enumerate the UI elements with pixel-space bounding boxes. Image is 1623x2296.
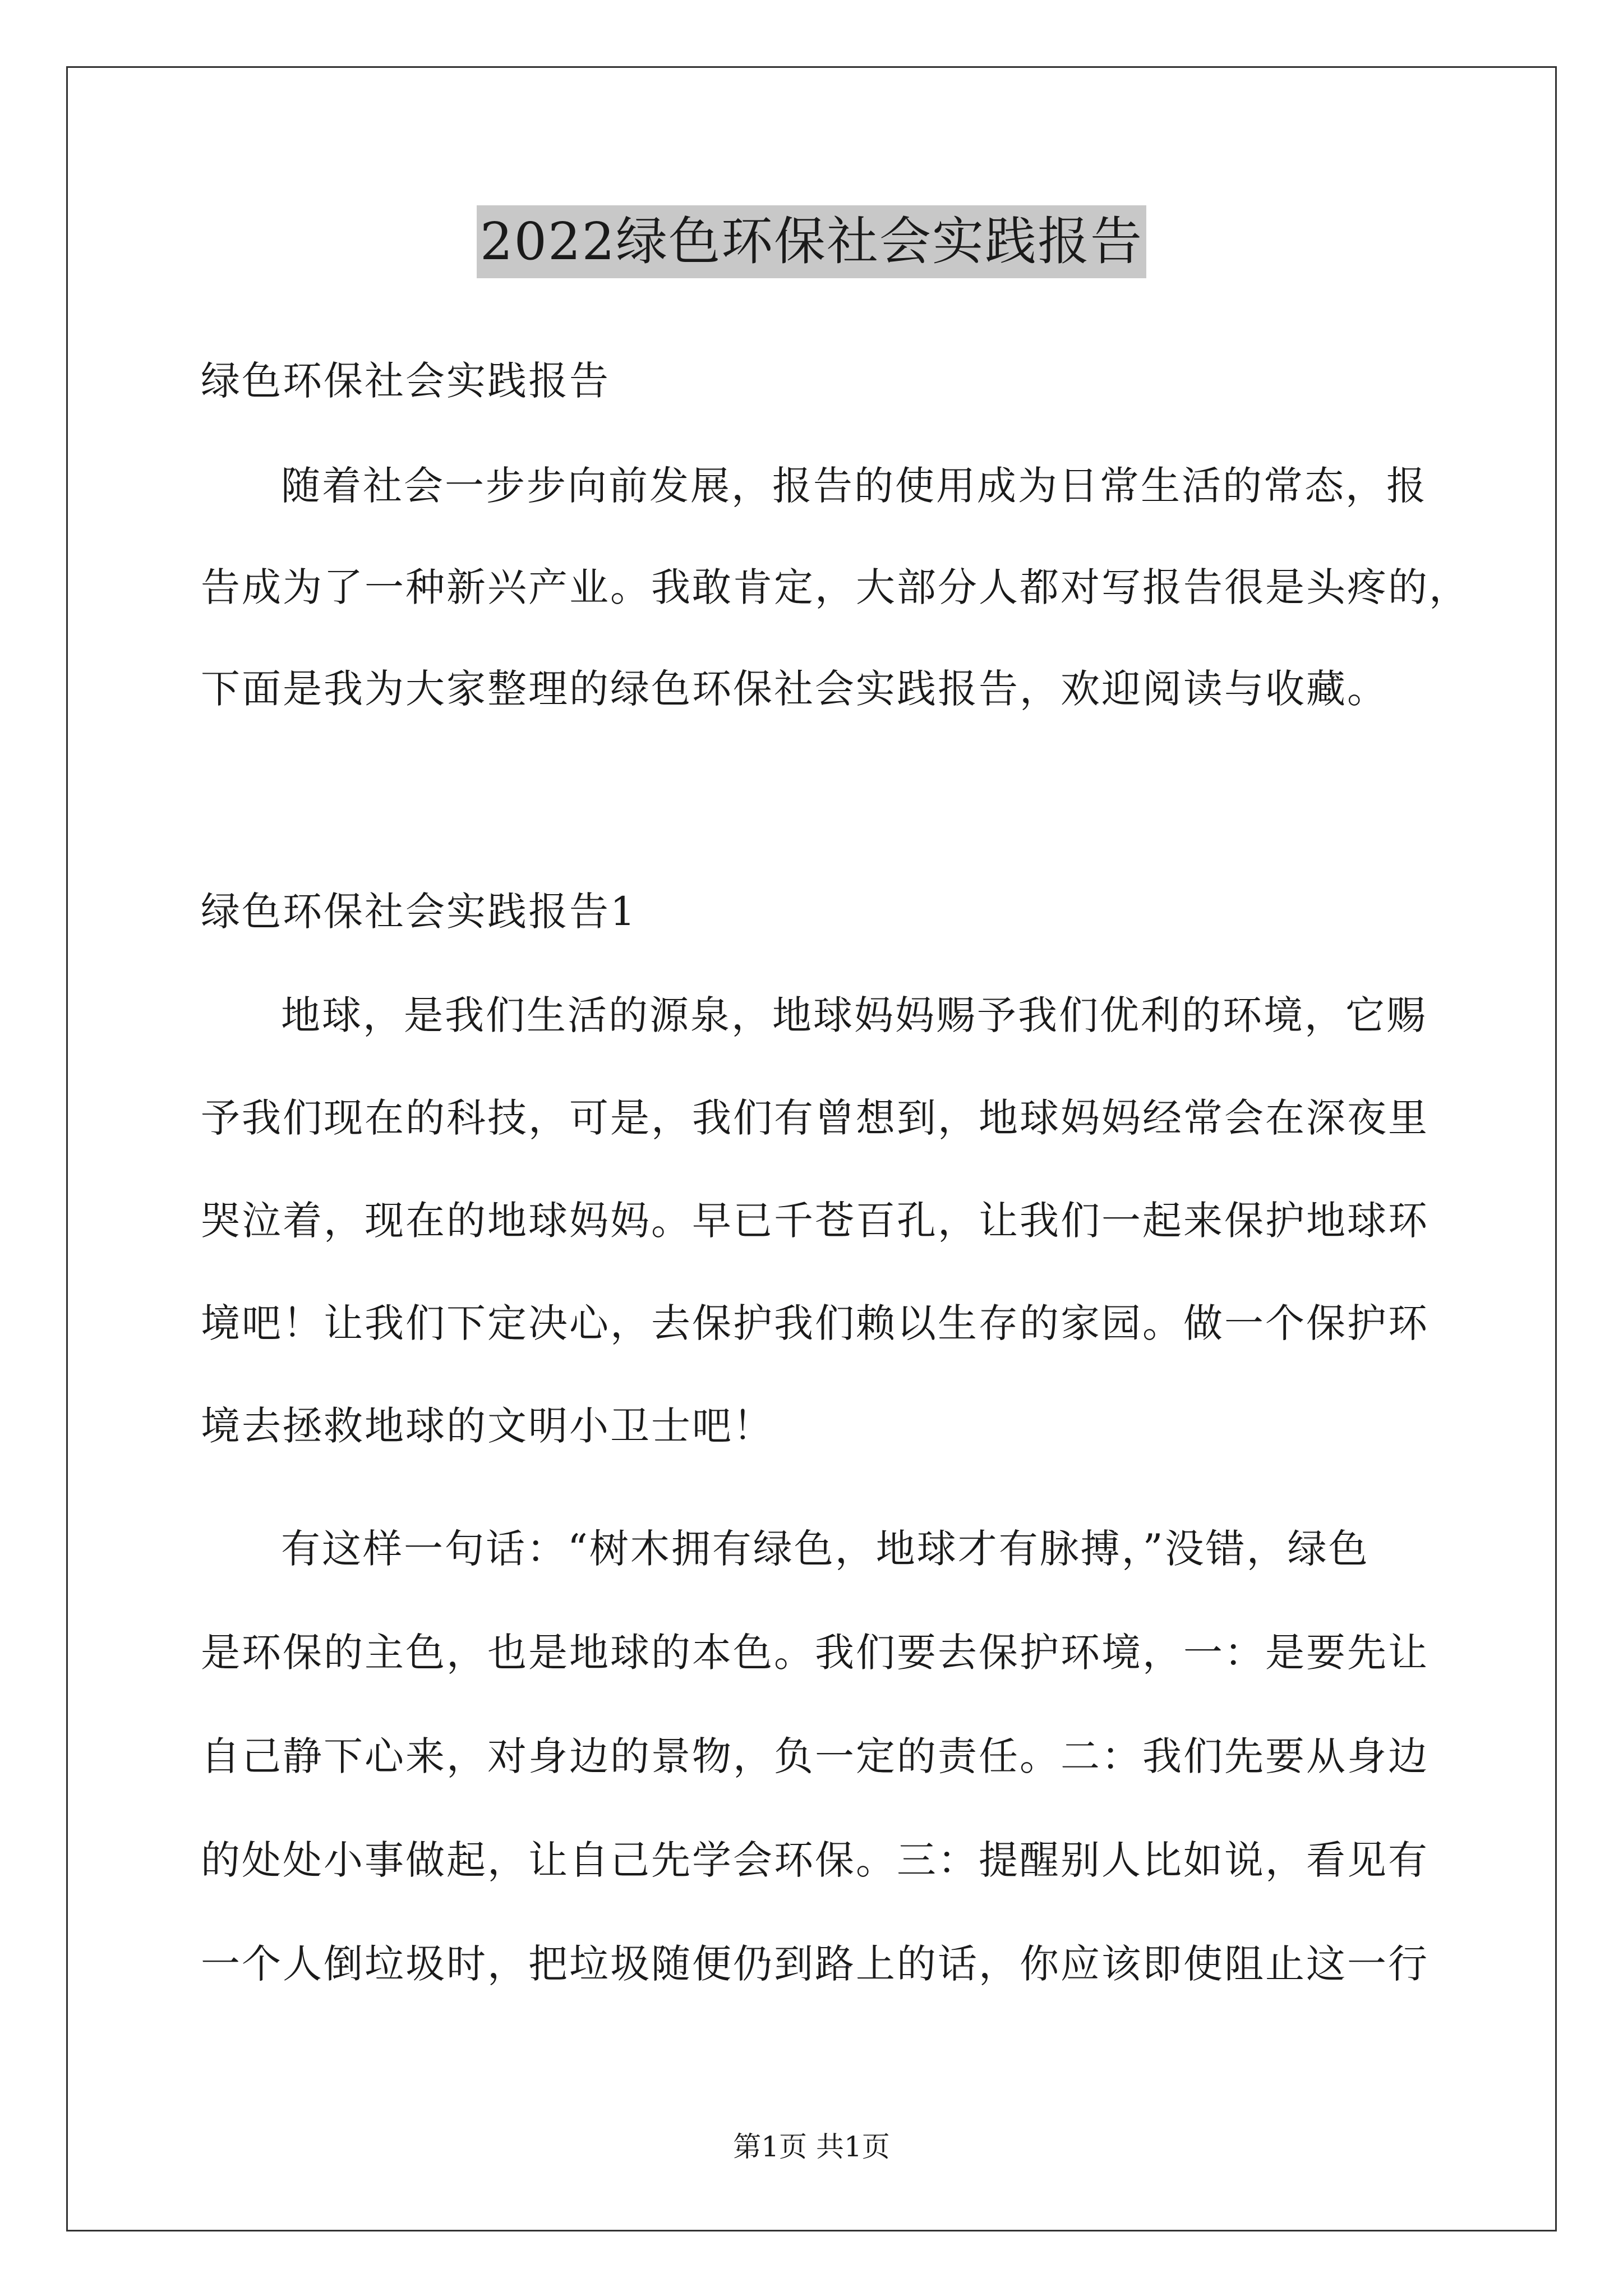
subtitle-line: 绿色环保社会实践报告 bbox=[201, 358, 610, 404]
paragraph-line: 是环保的主色，也是地球的本色。我们要去保护环境，一：是要先让 bbox=[201, 1630, 1429, 1676]
title-container bbox=[0, 205, 1623, 278]
paragraph-line: 的处处小事做起，让自己先学会环保。三：提醒别人比如说，看见有 bbox=[201, 1837, 1429, 1883]
paragraph-line: 境吧！让我们下定决心，去保护我们赖以生存的家园。做一个保护环 bbox=[201, 1300, 1429, 1346]
section-paragraph-2 bbox=[201, 1497, 1536, 2016]
paragraph-line: 一个人倒垃圾时，把垃圾随便仍到路上的话，你应该即使阻止这一行 bbox=[201, 1941, 1429, 1987]
paragraph-line: 自己静下心来，对身边的景物，负一定的责任。二：我们先要从身边 bbox=[201, 1733, 1429, 1779]
paragraph-line: 下面是我为大家整理的绿色环保社会实践报告，欢迎阅读与收藏。 bbox=[201, 666, 1388, 712]
paragraph-line: 告成为了一种新兴产业。我敢肯定，大部分人都对写报告很是头疼的， bbox=[201, 564, 1470, 610]
intro-paragraph bbox=[201, 435, 1536, 740]
document-title: 2022绿色环保社会实践报告 bbox=[477, 205, 1146, 278]
paragraph-line: 地球，是我们生活的源泉，地球妈妈赐予我们优利的环境，它赐 bbox=[281, 992, 1427, 1038]
document-subtitle bbox=[201, 330, 1536, 432]
paragraph-line: 予我们现在的科技，可是，我们有曾想到，地球妈妈经常会在深夜里 bbox=[201, 1095, 1429, 1141]
page-number: 第1页 共1页 bbox=[733, 2131, 890, 2163]
section-heading bbox=[201, 861, 1536, 963]
page-footer bbox=[0, 2129, 1623, 2165]
paragraph-line: 哭泣着，现在的地球妈妈。早已千苍百孔，让我们一起来保护地球环 bbox=[201, 1198, 1429, 1244]
paragraph-line: 有这样一句话：“树木拥有绿色，地球才有脉搏，”没错，绿色 bbox=[281, 1526, 1370, 1572]
paragraph-line: 境去拯救地球的文明小卫士吧！ bbox=[201, 1403, 774, 1449]
section-paragraph-1 bbox=[201, 964, 1536, 1478]
paragraph-line: 随着社会一步步向前发展，报告的使用成为日常生活的常态，报 bbox=[281, 463, 1427, 509]
section-heading-line: 绿色环保社会实践报告1 bbox=[201, 889, 637, 935]
